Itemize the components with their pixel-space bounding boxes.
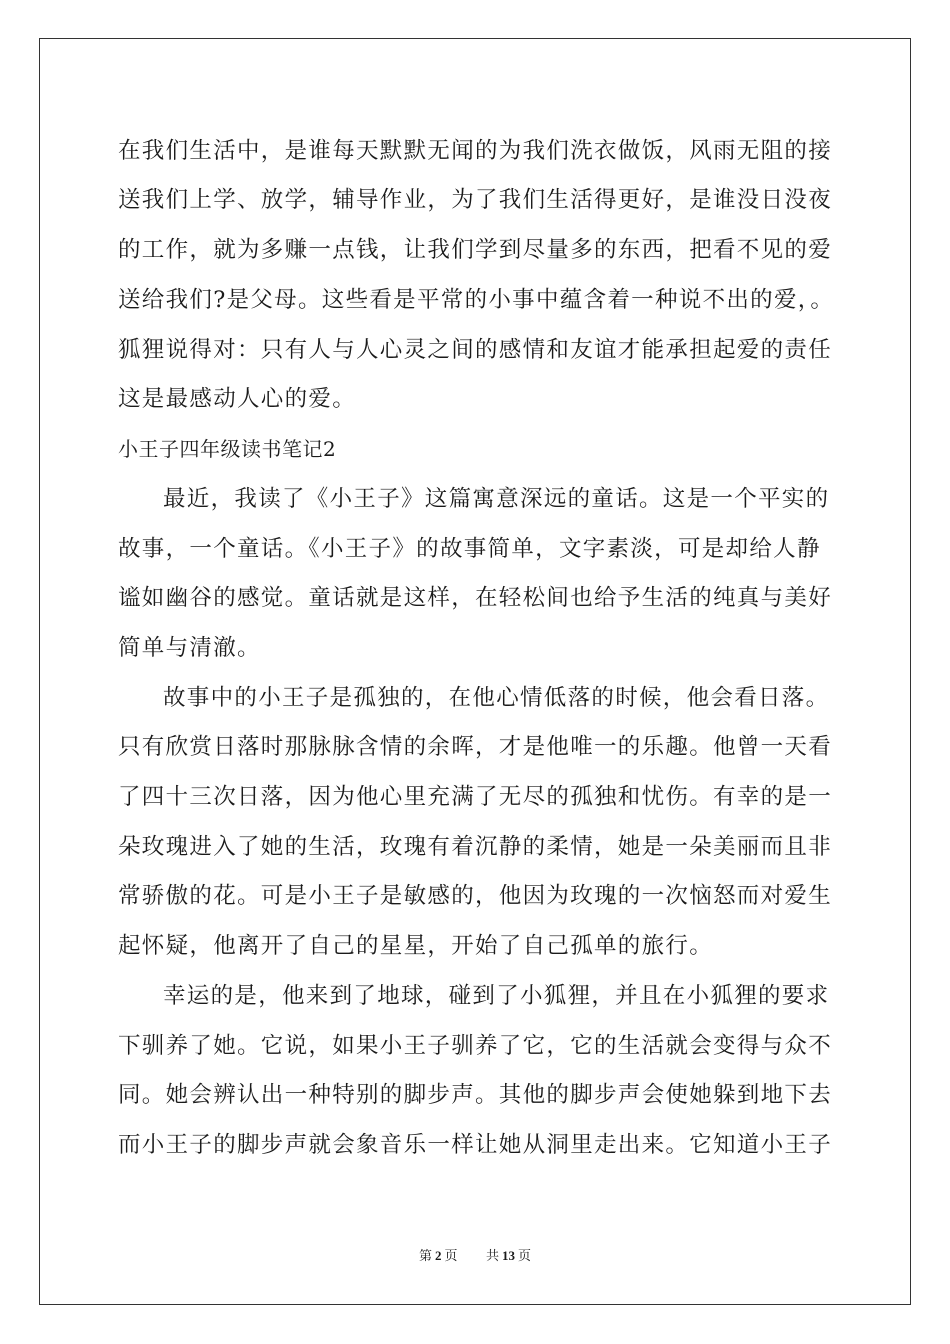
paragraph-line: 而小王子的脚步声就会象音乐一样让她从洞里走出来。它知道小王子 bbox=[118, 1132, 833, 1158]
paragraph-line: 幸运的是，他来到了地球，碰到了小狐狸，并且在小狐狸的要求 bbox=[163, 983, 830, 1009]
total-prefix: 共 bbox=[486, 1249, 500, 1264]
paragraph-line: 故事，一个童话。《小王子》的故事简单，文字素淡，可是却给人静 bbox=[118, 536, 821, 562]
paragraph-line: 故事中的小王子是孤独的，在他心情低落的时候，他会看日落。 bbox=[163, 685, 830, 711]
page-indicator bbox=[416, 1249, 461, 1264]
paragraph-line: 在我们生活中，是谁每天默默无闻的为我们洗衣做饭，风雨无阻的接 bbox=[118, 138, 833, 164]
paragraph-line: 这是最感动人心的爱。 bbox=[118, 386, 357, 412]
paragraph-line: 简单与清澈。 bbox=[118, 635, 261, 661]
paragraph-line: 谧如幽谷的感觉。童话就是这样，在轻松间也给予生活的纯真与美好 bbox=[118, 585, 833, 611]
paragraph-line: 的工作，就为多赚一点钱，让我们学到尽量多的东西，把看不见的爱 bbox=[118, 237, 833, 263]
total-suffix: 页 bbox=[518, 1249, 532, 1264]
page-border bbox=[39, 38, 911, 1305]
page-suffix: 页 bbox=[444, 1249, 458, 1264]
page-footer bbox=[0, 1247, 950, 1266]
section-heading: 小王子四年级读书笔记2 bbox=[118, 437, 337, 461]
total-pages: 13 bbox=[502, 1248, 516, 1263]
paragraph-line: 同。她会辨认出一种特别的脚步声。其他的脚步声会使她躲到地下去 bbox=[118, 1082, 833, 1108]
paragraph-line: 最近，我读了《小王子》这篇寓意深远的童话。这是一个平实的 bbox=[163, 486, 830, 512]
total-indicator bbox=[483, 1249, 534, 1264]
paragraph-line: 朵玫瑰进入了她的生活，玫瑰有着沉静的柔情，她是一朵美丽而且非 bbox=[118, 834, 833, 860]
paragraph-line: 狐狸说得对：只有人与人心灵之间的感情和友谊才能承担起爱的责任 bbox=[118, 337, 833, 363]
paragraph-line: 了四十三次日落，因为他心里充满了无尽的孤独和忧伤。有幸的是一 bbox=[118, 784, 833, 810]
page-prefix: 第 bbox=[418, 1249, 432, 1264]
page-number: 2 bbox=[434, 1248, 442, 1263]
paragraph-line: 常骄傲的花。可是小王子是敏感的，他因为玫瑰的一次恼怒而对爱生 bbox=[118, 883, 833, 909]
paragraph-line: 起怀疑，他离开了自己的星星，开始了自己孤单的旅行。 bbox=[118, 933, 714, 959]
paragraph-line: 送我们上学、放学，辅导作业，为了我们生活得更好，是谁没日没夜 bbox=[118, 187, 833, 213]
paragraph-line: 送给我们?是父母。这些看是平常的小事中蕴含着一种说不出的爱，。 bbox=[118, 287, 835, 313]
paragraph-line: 只有欣赏日落时那脉脉含情的余晖，才是他唯一的乐趣。他曾一天看 bbox=[118, 734, 833, 760]
paragraph-line: 下驯养了她。它说，如果小王子驯养了它，它的生活就会变得与众不 bbox=[118, 1033, 833, 1059]
